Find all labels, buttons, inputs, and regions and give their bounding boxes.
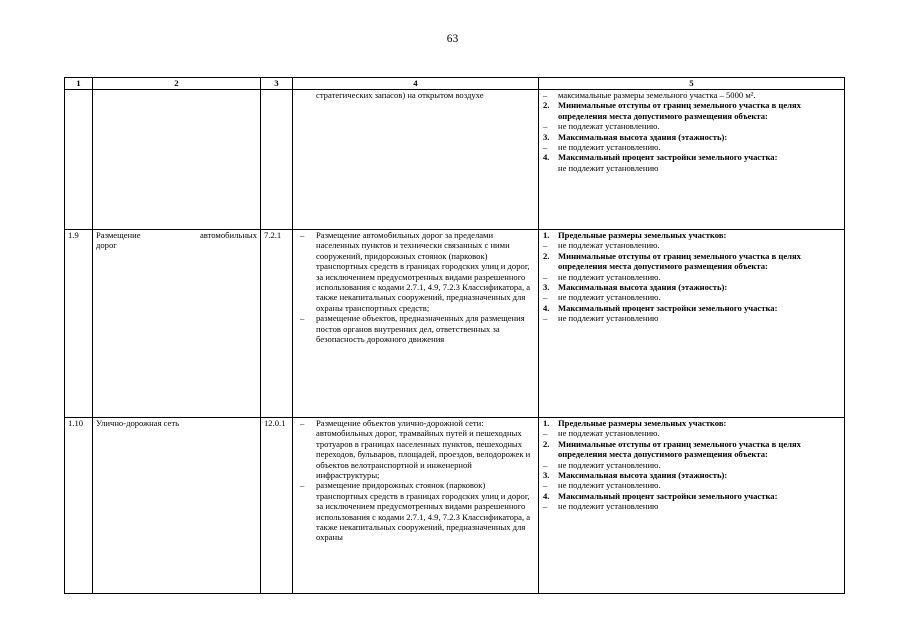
row-number [65, 90, 93, 230]
row-name [93, 90, 261, 230]
header-col-5: 5 [539, 78, 845, 90]
table-row [65, 418, 845, 594]
param-item: 3. Максимальная высота здания (этажность): [543, 470, 728, 481]
row-name: Улично-дорожная сеть [93, 418, 261, 594]
param-item: – не подлежит установлению [543, 501, 659, 512]
row-description [293, 418, 539, 594]
param-item: 2. Минимальные отступы от границ земельного участка в целях определения места допустимого размещения объекта: [543, 250, 801, 272]
param-item: 1. Предельные размеры земельных участков: [543, 418, 727, 428]
param-item: 3. Максимальная высота здания (этажность): [543, 131, 728, 142]
param-item: – максимальные размеры земельного участка – 5000 м². [543, 90, 756, 100]
description-item: – Размещение объектов улично-дорожной сети: автомобильных дорог, трамвайных путей и пешеходных тротуаров в границах населенных пунктов, пешеходных переходов, бульваров, площадей, проездов, велодорожек и объектов велотранспортной и инженерной инфраструктуры; [300, 418, 531, 481]
param-item: – не подлежат установлению. [543, 240, 660, 251]
param-item: – не подлежит установлению. [543, 271, 661, 282]
param-item: 2. Минимальные отступы от границ земельного участка в целях определения места допустимого размещения объекта: [543, 100, 801, 121]
header-col-1: 1 [65, 78, 93, 90]
param-item: – не подлежит установлению. [543, 292, 661, 303]
row-description [293, 230, 539, 418]
row-code [261, 90, 293, 230]
header-col-2: 2 [93, 78, 261, 90]
param-item: 1. Предельные размеры земельных участков: [543, 230, 727, 240]
page-number: 63 [446, 33, 459, 45]
row-description [293, 90, 539, 230]
row-parameters [539, 90, 845, 230]
header-col-3: 3 [261, 78, 293, 90]
row-code: 7.2.1 [261, 230, 293, 418]
param-item: 3. Максимальная высота здания (этажность): [543, 282, 728, 293]
param-item: – не подлежит установлению [543, 313, 659, 324]
row-name: Размещение автомобильных дорог [93, 230, 261, 418]
param-item: – не подлежит установлению. [543, 459, 661, 470]
param-item: 4. Максимальный процент застройки земельного участка: [543, 302, 778, 313]
land-use-table [64, 77, 845, 594]
row-parameters [539, 230, 845, 418]
param-item: не подлежит установлению [558, 162, 659, 173]
row-code: 12.0.1 [261, 418, 293, 594]
row-parameters [539, 418, 845, 594]
table-row [65, 230, 845, 418]
header-col-4: 4 [293, 78, 539, 90]
row-number: 1.9 [65, 230, 93, 418]
description-item: – размещение придорожных стоянок (парковок) транспортных средств в границах городских улиц и дорог, за исключением предусмотренных видами разрешенного использования с кодами 2.7.1, 4.9, 7.2.3 Классификатора, а также некапитальных сооружений, предназначенных для охраны [300, 480, 531, 543]
table-row [65, 90, 845, 230]
param-item: – не подлежит установлению. [543, 142, 661, 153]
description-item: – Размещение автомобильных дорог за пределами населенных пунктов и технически связанных с ними сооружений, придорожных стоянок (парковок) транспортных средств в границах городских улиц и дорог, за исключением предусмотренных видами разрешенного использования с кодами 2.7.1, 4.9, 7.2.3 Классификатора, а также некапитальных сооружений, предназначенных для охраны транспортных средств; [300, 230, 531, 313]
param-item: – не подлежат установлению. [543, 121, 660, 132]
param-item: 2. Минимальные отступы от границ земельного участка в целях определения места допустимого размещения объекта: [543, 438, 801, 460]
table-header-row [65, 78, 845, 90]
param-item: 4. Максимальный процент застройки земельного участка: [543, 152, 778, 163]
row-number: 1.10 [65, 418, 93, 594]
param-item: – не подлежит установлению. [543, 480, 661, 491]
param-item: 4. Максимальный процент застройки земельного участка: [543, 490, 778, 501]
param-item: – не подлежат установлению. [543, 428, 660, 439]
description-item: – размещение объектов, предназначенных для размещения постов органов внутренних дел, ответственных за безопасность дорожного движения [300, 313, 525, 345]
description-text: стратегических запасов) на открытом воздухе [316, 90, 484, 100]
